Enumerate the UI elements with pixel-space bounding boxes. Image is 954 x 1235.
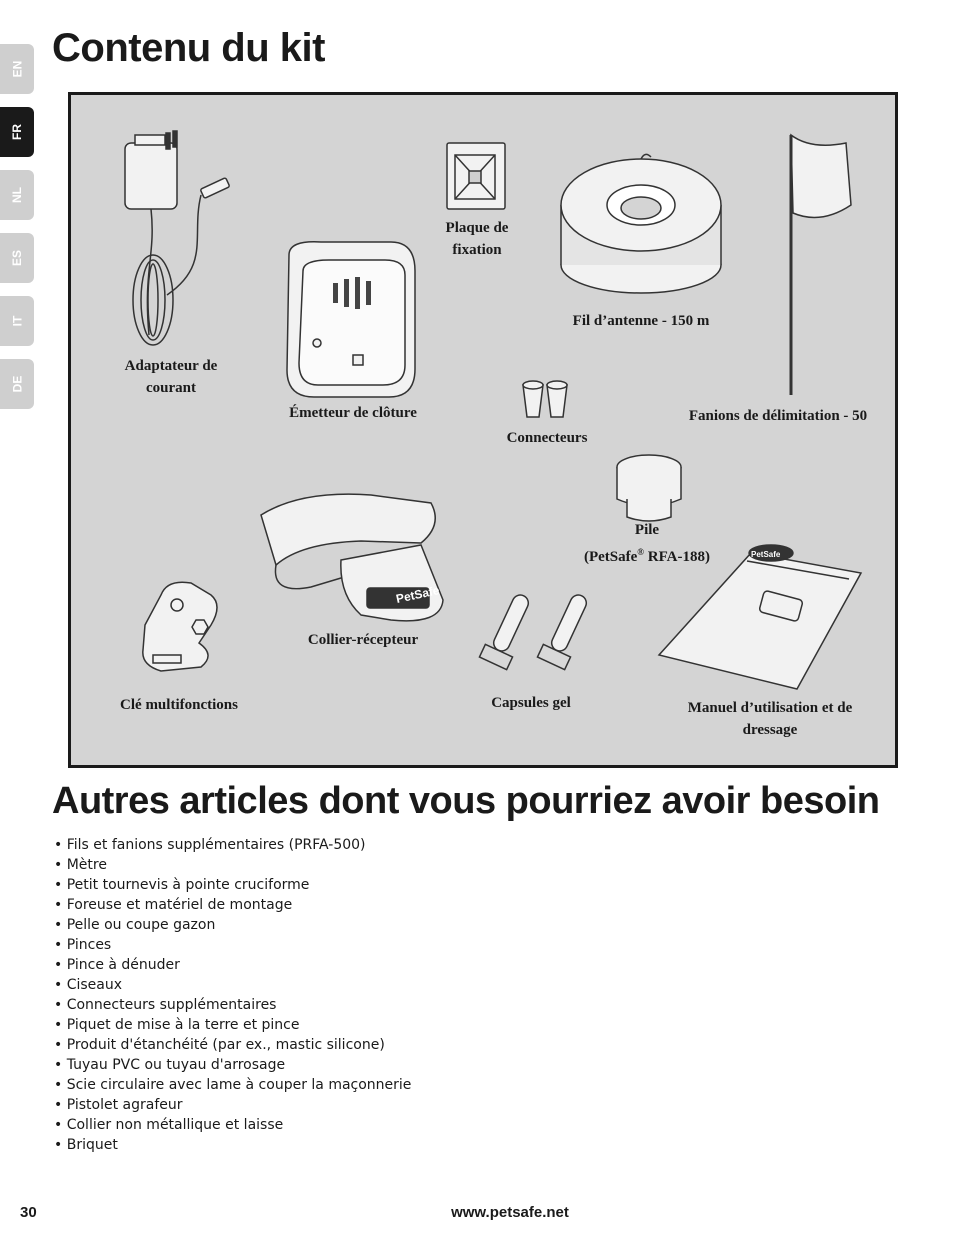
list-item: • Pelle ou coupe gazon bbox=[54, 915, 411, 935]
list-item: • Briquet bbox=[54, 1135, 411, 1155]
lang-tab-nl[interactable]: NL bbox=[0, 170, 34, 220]
label-boundary-flags: Fanions de délimitation - 50 bbox=[688, 408, 868, 424]
antenna-wire-spool-icon bbox=[561, 154, 721, 293]
list-item: • Pinces bbox=[54, 935, 411, 955]
label-training-manual: Manuel d’utilisation et de dressage bbox=[687, 700, 853, 738]
other-items-list bbox=[54, 835, 411, 1155]
list-item: • Connecteurs supplémentaires bbox=[54, 995, 411, 1015]
label-antenna-wire: Fil d’antenne - 150 m bbox=[572, 313, 710, 329]
list-item: • Tuyau PVC ou tuyau d'arrosage bbox=[54, 1055, 411, 1075]
list-item: • Petit tournevis à pointe cruciforme bbox=[54, 875, 411, 895]
list-item: • Scie circulaire avec lame à couper la maçonnerie bbox=[54, 1075, 411, 1095]
list-item: • Foreuse et matériel de montage bbox=[54, 895, 411, 915]
page-number: 30 bbox=[20, 1204, 37, 1221]
other-items-title: Autres articles dont vous pourriez avoir besoin bbox=[52, 780, 880, 822]
list-item: • Pistolet agrafeur bbox=[54, 1095, 411, 1115]
label-fence-transmitter: Émetteur de clôture bbox=[289, 405, 417, 421]
kit-contents-panel bbox=[68, 92, 898, 768]
gel-capsules-icon bbox=[479, 592, 588, 669]
fence-transmitter-icon bbox=[287, 242, 415, 397]
list-item: • Produit d'étanchéité (par ex., mastic silicone) bbox=[54, 1035, 411, 1055]
footer-url-link[interactable]: www.petsafe.net bbox=[451, 1204, 569, 1221]
kit-illustration bbox=[71, 95, 895, 765]
kit-contents-title: Contenu du kit bbox=[52, 26, 325, 70]
battery-icon bbox=[617, 455, 681, 521]
lang-tab-es[interactable]: ES bbox=[0, 233, 34, 283]
label-mounting-plate: Plaque de fixation bbox=[445, 220, 509, 258]
lang-tab-fr[interactable]: FR bbox=[0, 107, 34, 157]
list-item: • Collier non métallique et laisse bbox=[54, 1115, 411, 1135]
multi-tool-icon bbox=[143, 582, 217, 671]
list-item: • Ciseaux bbox=[54, 975, 411, 995]
lang-tab-it[interactable]: IT bbox=[0, 296, 34, 346]
manual-brand-text: PetSafe bbox=[751, 550, 781, 559]
list-item: • Piquet de mise à la terre et pince bbox=[54, 1015, 411, 1035]
wire-connectors-icon bbox=[523, 381, 567, 417]
list-item: • Pince à dénuder bbox=[54, 955, 411, 975]
collar-brand-text: PetSafe bbox=[394, 583, 441, 606]
label-gel-capsules: Capsules gel bbox=[491, 695, 571, 711]
label-battery: Pile (PetSafe® RFA-188) bbox=[583, 522, 710, 565]
boundary-flag-icon bbox=[791, 135, 851, 395]
mounting-plate-icon bbox=[447, 143, 505, 209]
label-connectors: Connecteurs bbox=[506, 430, 588, 446]
list-item: • Mètre bbox=[54, 855, 411, 875]
power-adapter-icon bbox=[125, 131, 230, 345]
lang-tab-en[interactable]: EN bbox=[0, 44, 34, 94]
list-item: • Fils et fanions supplémentaires (PRFA-500) bbox=[54, 835, 411, 855]
lang-tab-de[interactable]: DE bbox=[0, 359, 34, 409]
label-power-adapter: Adaptateur de courant bbox=[124, 358, 218, 396]
label-multi-tool: Clé multifonctions bbox=[120, 697, 238, 713]
label-collar-receiver: Collier-récepteur bbox=[307, 632, 419, 648]
